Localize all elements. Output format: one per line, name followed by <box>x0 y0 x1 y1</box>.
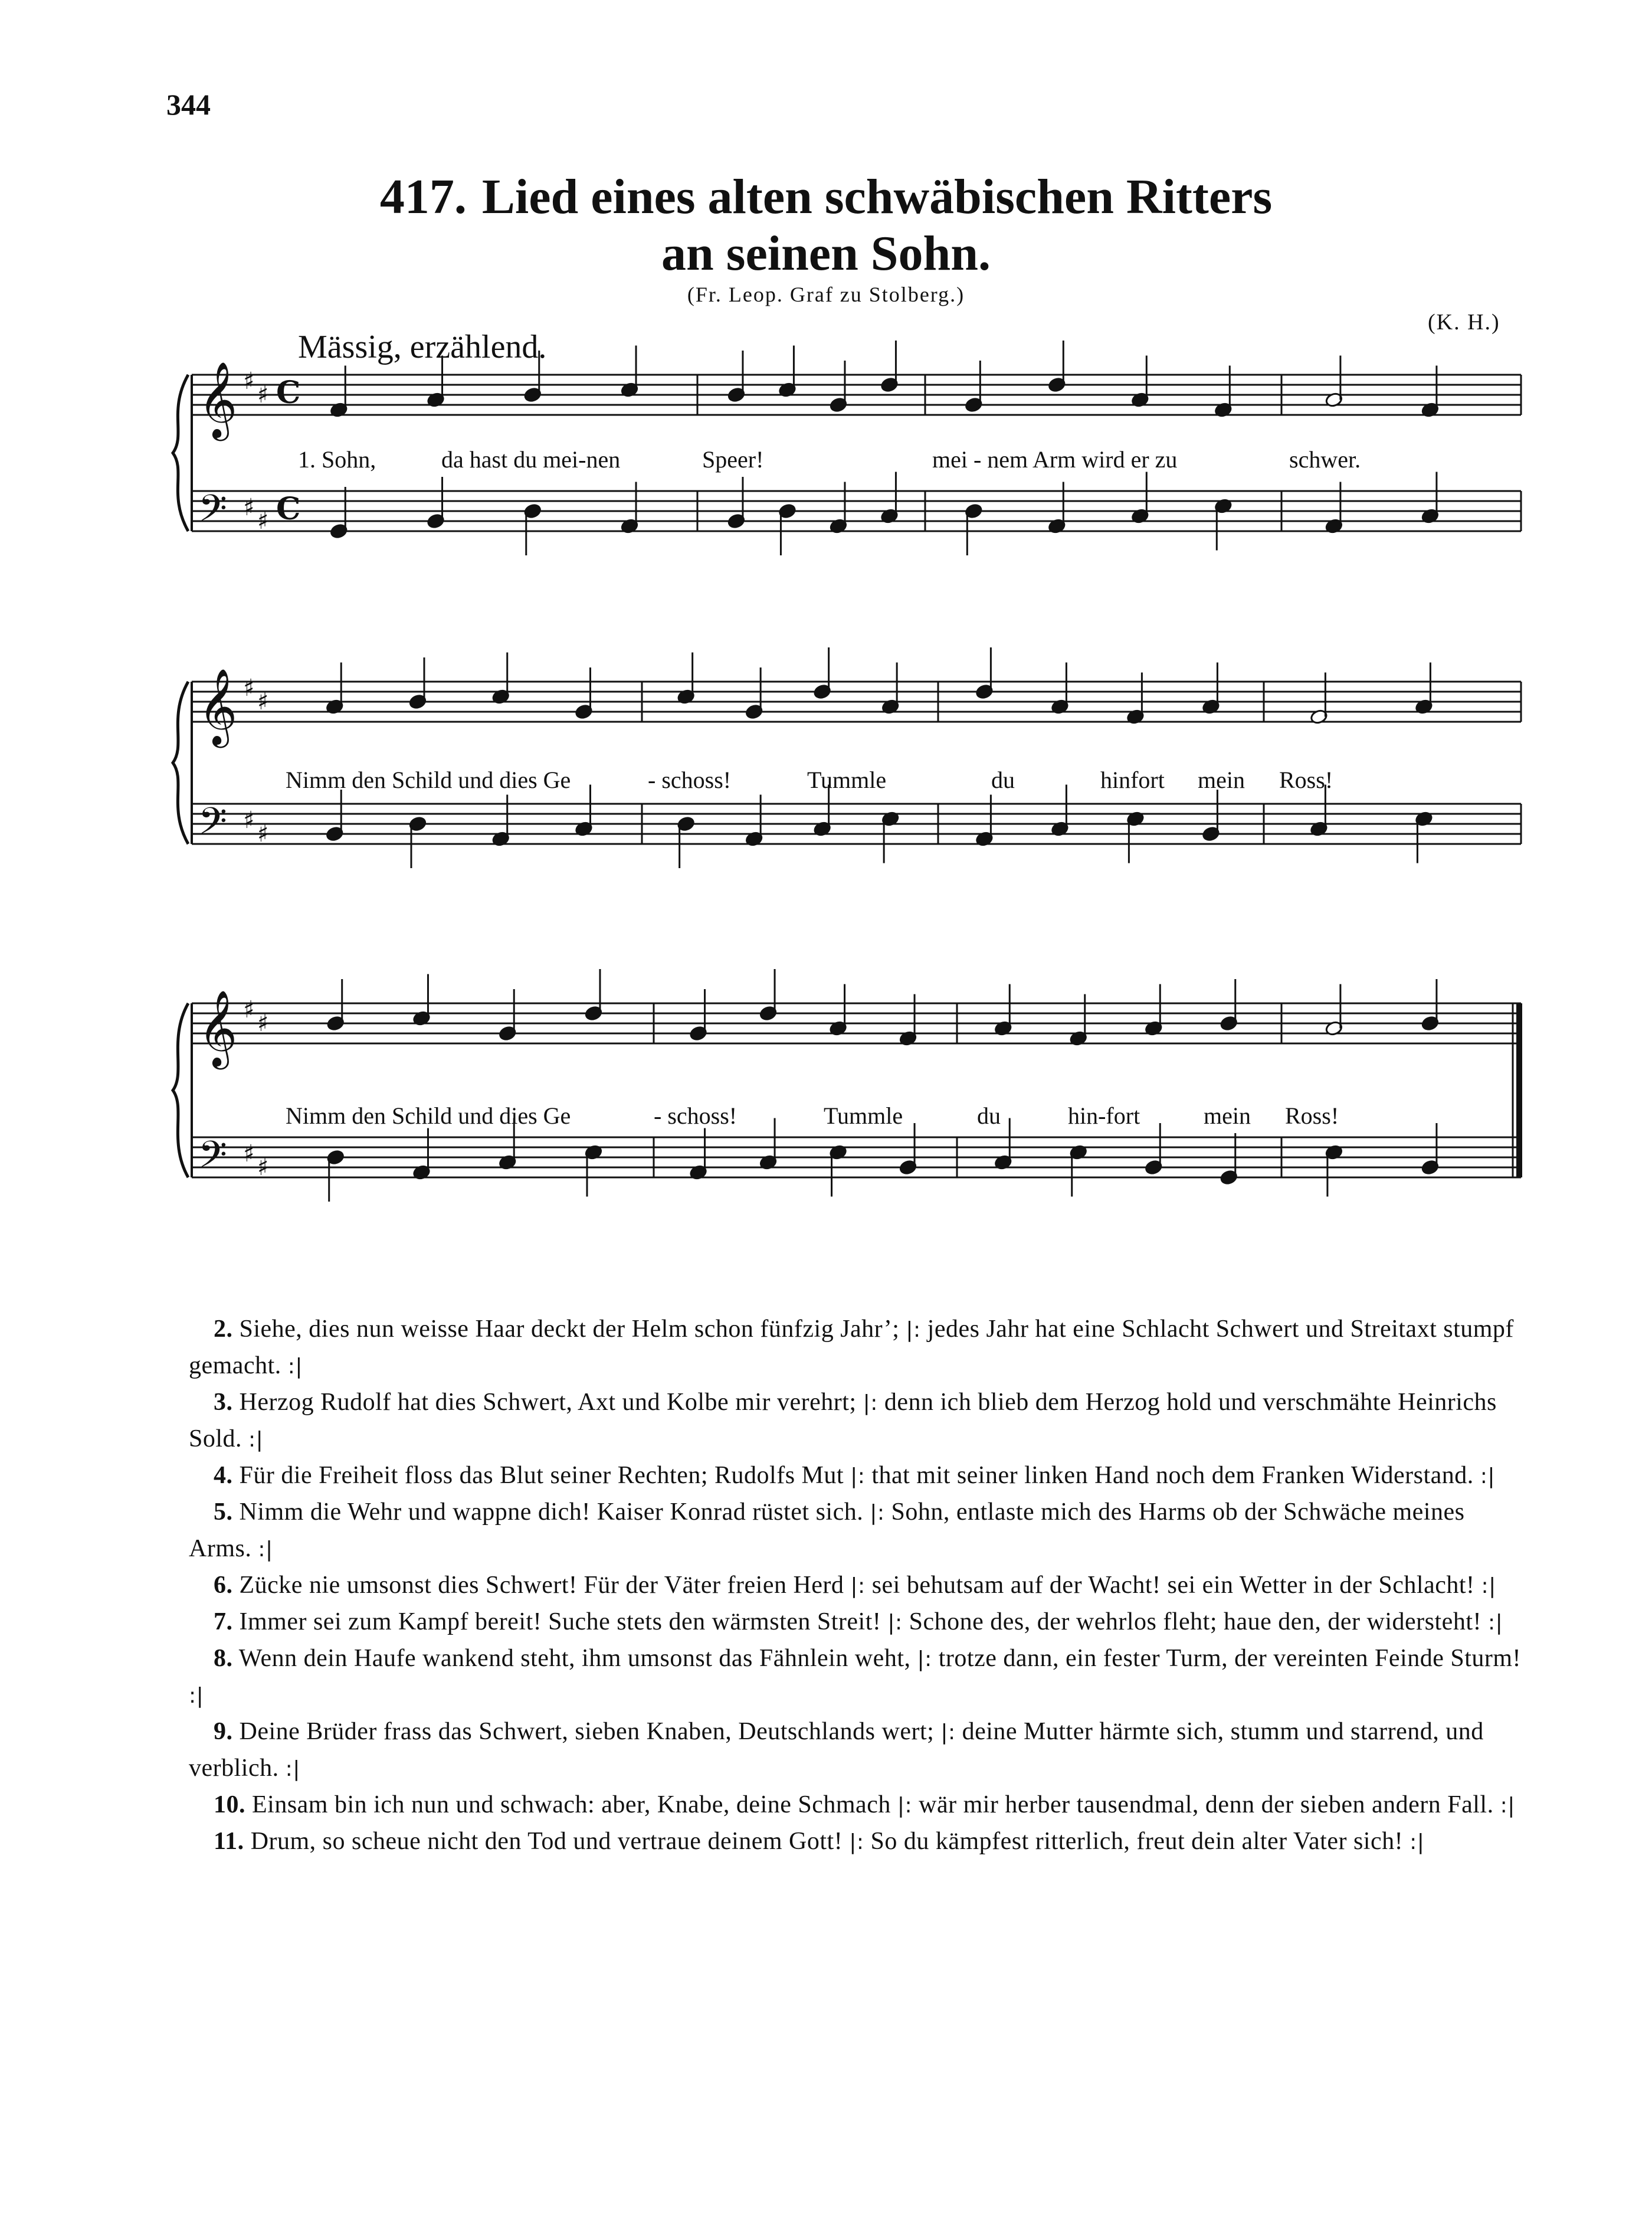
lyric: du <box>977 1102 1001 1129</box>
brace <box>173 682 188 844</box>
repeat-close-sign: :| <box>189 1684 204 1708</box>
repeat-open-sign: |: <box>849 1830 864 1854</box>
repeat-close-sign: :| <box>1410 1830 1425 1854</box>
common-time-icon: C <box>276 491 301 527</box>
verse: 8. Wenn dein Haufe wankend steht, ihm umsonst das Fähnlein weht, |: trotze dann, ein fester Turm, der vereinten Feinde Sturm! :| <box>189 1645 1522 1708</box>
repeat-close-sign: :| <box>285 1757 300 1781</box>
sharp-sign-icon: ♯ <box>257 1154 269 1181</box>
repeat-close-sign: :| <box>287 1354 303 1379</box>
verse: 3. Herzog Rudolf hat dies Schwert, Axt und Kolbe mir verehrt; |: denn ich blieb dem Herzog hold und verschmähte Heinrichs Sold. :| <box>189 1389 1497 1452</box>
verse: 10. Einsam bin ich nun und schwach: aber, Knabe, deine Schmach |: wär mir herber tausendmal, denn der sieben andern Fall. :| <box>214 1791 1515 1818</box>
lyric: Speer! <box>702 446 764 473</box>
song-title-line-1: Lied eines alten schwäbischen Ritters <box>481 169 1273 224</box>
lyric: Tummle <box>807 767 887 793</box>
repeat-close-sign: :| <box>248 1428 264 1452</box>
sharp-sign-icon: ♯ <box>243 807 255 834</box>
lyric: Ross! <box>1285 1102 1339 1129</box>
verse-list <box>189 1311 1528 1860</box>
repeat-open-sign: |: <box>906 1318 921 1342</box>
sharp-sign-icon: ♯ <box>257 1010 269 1037</box>
tempo-marking: Mässig, erzählend. <box>298 329 547 365</box>
lyric: hin-fort <box>1068 1102 1140 1129</box>
brace <box>173 1003 188 1177</box>
treble-clef-icon: 𝄞 <box>198 361 238 438</box>
repeat-close-sign: :| <box>1481 1574 1496 1598</box>
repeat-close-sign: :| <box>1480 1464 1496 1488</box>
sharp-sign-icon: ♯ <box>243 996 255 1023</box>
lyric: 1. Sohn, <box>298 446 376 473</box>
repeat-open-sign: |: <box>863 1391 878 1415</box>
bass-clef-icon: 𝄢 <box>198 799 227 852</box>
repeat-close-sign: :| <box>258 1537 273 1562</box>
repeat-open-sign: |: <box>887 1611 903 1635</box>
verse: 6. Zücke nie umsonst dies Schwert! Für der Väter freien Herd |: sei behutsam auf der Wacht! sei ein Wetter in der Schlacht! :| <box>214 1572 1496 1599</box>
repeat-open-sign: |: <box>850 1574 866 1598</box>
repeat-open-sign: |: <box>917 1647 932 1671</box>
repeat-close-sign: :| <box>1487 1611 1503 1635</box>
lyric: Ross! <box>1279 767 1333 793</box>
lyric: Nimm den Schild und dies Ge <box>286 767 571 793</box>
sharp-sign-icon: ♯ <box>257 820 269 847</box>
sharp-sign-icon: ♯ <box>257 508 269 535</box>
bass-clef-icon: 𝄢 <box>198 486 227 539</box>
verse: 4. Für die Freiheit floss das Blut seiner Rechten; Rudolfs Mut |: that mit seiner linken Hand noch dem Franken Widerstand. :| <box>214 1462 1496 1489</box>
lyric: schwer. <box>1289 446 1361 473</box>
sharp-sign-icon: ♯ <box>243 494 255 521</box>
attribution: (Fr. Leop. Graf zu Stolberg.) <box>687 283 965 306</box>
verse: 7. Immer sei zum Kampf bereit! Suche stets den wärmsten Streit! |: Schone des, der wehrlos fleht; haue den, der widersteht! :| <box>214 1608 1503 1635</box>
lyric: - schoss! <box>654 1102 738 1129</box>
lyric: Tummle <box>824 1102 903 1129</box>
lyric: du <box>991 767 1015 793</box>
bass-clef-icon: 𝄢 <box>198 1133 227 1185</box>
lyric: mein <box>1204 1102 1251 1129</box>
sharp-sign-icon: ♯ <box>257 688 269 715</box>
verse: 5. Nimm die Wehr und wappne dich! Kaiser Konrad rüstet sich. |: Sohn, entlaste mich des Harms ob der Schwäche meines Arms. :| <box>189 1498 1465 1562</box>
page-number: 344 <box>166 88 211 121</box>
lyric: Nimm den Schild und dies Ge <box>286 1102 571 1129</box>
lyric: mein <box>1198 767 1245 793</box>
verse: 11. Drum, so scheue nicht den Tod und vertraue deinem Gott! |: So du kämpfest ritterlich, freut dein alter Vater sich! :| <box>214 1828 1425 1855</box>
repeat-open-sign: |: <box>940 1720 956 1745</box>
lyric: da hast du mei-nen <box>441 446 621 473</box>
song-number: 417. <box>379 169 467 224</box>
treble-clef-icon: 𝄞 <box>198 668 238 745</box>
sharp-sign-icon: ♯ <box>243 1140 255 1167</box>
verse: 2. Siehe, dies nun weisse Haar deckt der Helm schon fünfzig Jahr’; |: jedes Jahr hat eine Schlacht Schwert und Streitaxt stumpf gemacht. :| <box>189 1315 1514 1379</box>
sharp-sign-icon: ♯ <box>243 368 255 395</box>
treble-clef-icon: 𝄞 <box>198 990 238 1066</box>
verse: 9. Deine Brüder frass das Schwert, sieben Knaben, Deutschlands wert; |: deine Mutter härmte sich, stumm und starrend, und verblich. :| <box>189 1718 1484 1782</box>
common-time-icon: C <box>276 375 301 411</box>
sharp-sign-icon: ♯ <box>243 675 255 702</box>
repeat-close-sign: :| <box>1500 1794 1515 1818</box>
lyric: - schoss! <box>648 767 732 793</box>
repeat-open-sign: |: <box>850 1464 866 1488</box>
repeat-open-sign: |: <box>897 1794 913 1818</box>
brace <box>173 375 188 531</box>
song-title-line-2: an seinen Sohn. <box>661 226 991 281</box>
arranger: (K. H.) <box>1428 310 1500 335</box>
lyric: mei - nem Arm wird er zu <box>932 446 1178 473</box>
repeat-open-sign: |: <box>870 1501 885 1525</box>
lyric: hinfort <box>1100 767 1165 793</box>
sharp-sign-icon: ♯ <box>257 381 269 408</box>
